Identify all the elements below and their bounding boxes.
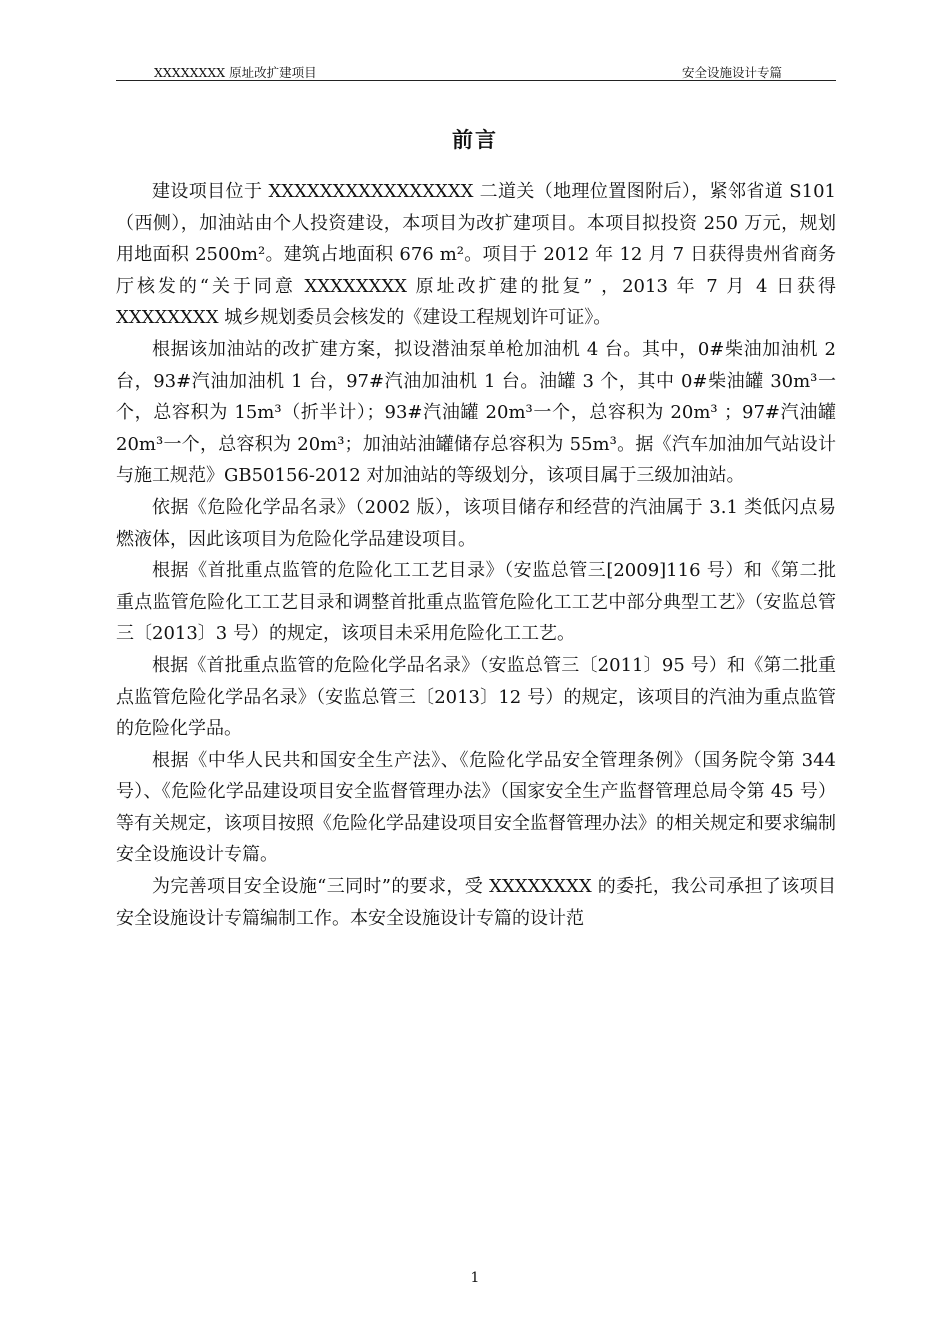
paragraph: 为完善项目安全设施“三同时”的要求，受 XXXXXXXX 的委托，我公司承担了该项目安全设施设计专篇编制工作。本安全设施设计专篇的设计范: [116, 876, 836, 929]
paragraph: 根据《首批重点监管的危险化学品名录》（安监总管三〔2011〕95 号）和《第二批重点监管危险化学品名录》（安监总管三〔2013〕12 号）的规定，该项目的汽油为重点监管的危险化学品。: [116, 654, 836, 740]
body-text: [116, 176, 836, 934]
paragraph: 依据《危险化学品名录》（2002 版），该项目储存和经营的汽油属于 3.1 类低闪点易燃液体，因此该项目为危险化学品建设项目。: [116, 496, 836, 550]
page-header: [116, 62, 836, 81]
page-title: 前言: [452, 127, 498, 152]
paragraph: 根据《首批重点监管的危险化工工艺目录》（安监总管三[2009]116 号）和《第二批重点监管危险化工工艺目录和调整首批重点监管危险化工工艺中部分典型工艺》（安监总管三〔2013〕3 号）的规定，该项目未采用危险化工工艺。: [116, 560, 836, 645]
header-document-type: 安全设施设计专篇: [682, 65, 783, 80]
paragraph: 建设项目位于 XXXXXXXXXXXXXXXX 二道关（地理位置图附后），紧邻省道 S101（西侧），加油站由个人投资建设，本项目为改扩建项目。本项目拟投资 250 万元，规划用地面积 2500m²。建筑占地面积 676 m²。项目于 2012 年 12 月 7 日获得贵州省商务厅核发的“关于同意 XXXXXXXX 原址改扩建的批复” ，2013 年 7 月 4 日获得 XXXXXXXX 城乡规划委员会核发的《建设工程规划许可证》。: [116, 181, 836, 329]
paragraph: 根据《中华人民共和国安全生产法》、《危险化学品安全管理条例》（国务院令第 344 号）、《危险化学品建设项目安全监督管理办法》（国家安全生产监督管理总局令第 45 号）等有关规定，该项目按照《危险化学品建设项目安全监督管理办法》的相关规定和要求编制安全设施设计专篇。: [116, 749, 836, 866]
paragraph: 根据该加油站的改扩建方案，拟设潜油泵单枪加油机 4 台。其中，0#柴油加油机 2 台，93#汽油加油机 1 台，97#汽油加油机 1 台。油罐 3 个，其中 0#柴油罐 30m³一个，总容积为 15m³（折半计）；93#汽油罐 20m³一个，总容积为 20m³ ；97#汽油罐 20m³一个，总容积为 20m³；加油站油罐储存总容积为 55m³。据《汽车加油加气站设计与施工规范》GB50156-2012 对加油站的等级划分，该项目属于三级加油站。: [116, 338, 836, 487]
page-number: 1: [470, 1270, 480, 1286]
header-project-name: XXXXXXXX 原址改扩建项目: [154, 65, 317, 80]
